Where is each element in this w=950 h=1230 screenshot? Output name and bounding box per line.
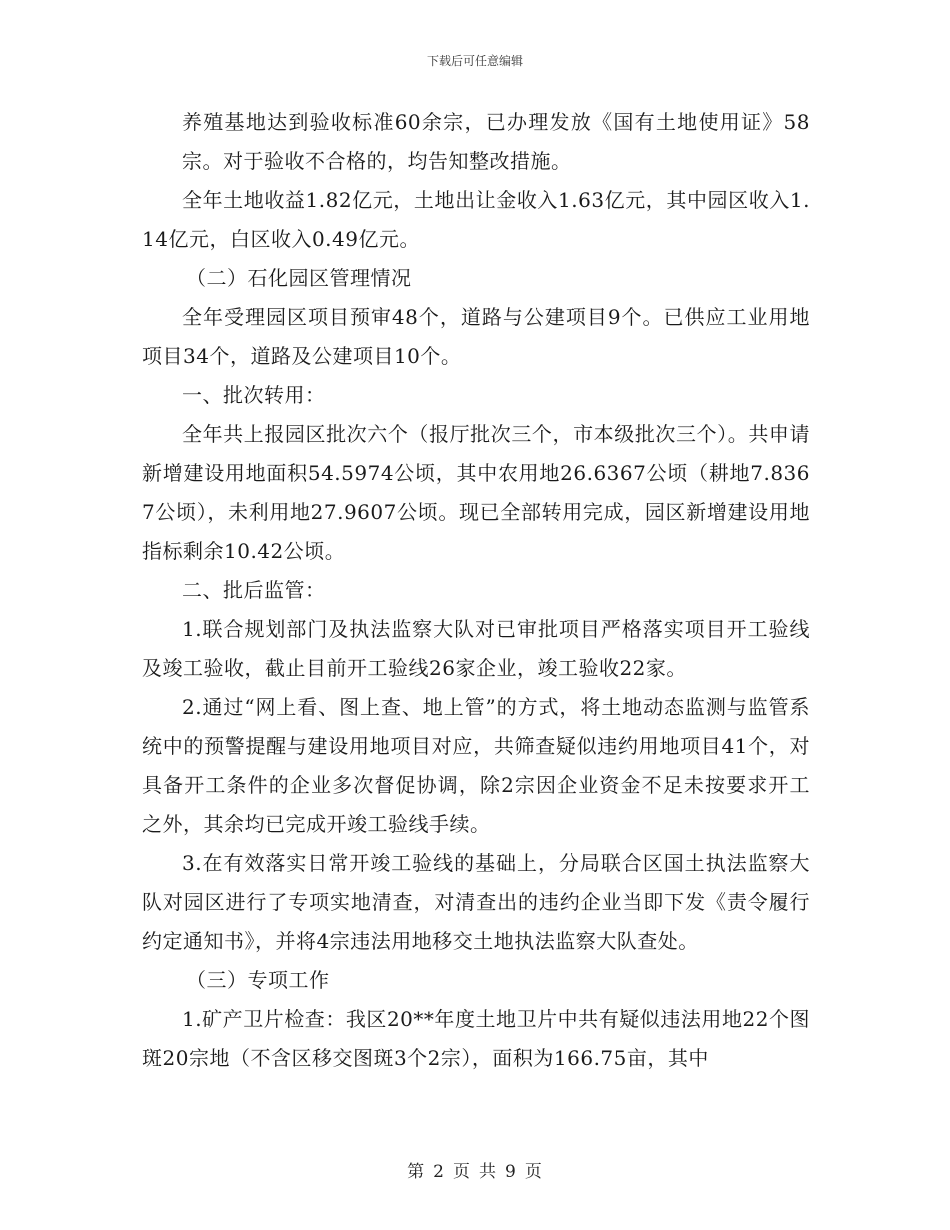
paragraph: 2.通过“网上看、图上查、地上管”的方式，将土地动态监测与监管系统中的预警提醒与建设用地项目对应，共筛查疑似违约用地项目41个，对具备开工条件的企业多次督促协调，除2宗因企业资金不足未按要求开工之外，其余均已完成开竣工验线手续。 (142, 695, 810, 836)
paragraph: 养殖基地达到验收标准60余宗，已办理发放《国有土地使用证》58宗。对于验收不合格的，均告知整改措施。 (182, 110, 810, 173)
subsection-heading: 二、批后监管： (182, 578, 326, 602)
paragraph: 1.矿产卫片检查：我区20**年度土地卫片中共有疑似违法用地22个图斑20宗地（不含区移交图斑3个2宗），面积为166.75亩，其中 (142, 1007, 810, 1070)
paragraph: 全年土地收益1.82亿元，土地出让金收入1.63亿元，其中园区收入1.14亿元，白区收入0.49亿元。 (142, 188, 810, 251)
subsection-heading: 一、批次转用： (182, 383, 326, 407)
total-label: 共 (479, 1162, 497, 1182)
section-heading: （二）石化园区管理情况 (186, 266, 412, 290)
page-current: 2 (433, 1162, 445, 1182)
page-total: 9 (505, 1162, 517, 1182)
document-body (142, 103, 810, 1078)
page-footer (0, 1157, 950, 1182)
page-unit: 页 (453, 1162, 471, 1182)
paragraph: 3.在有效落实日常开竣工验线的基础上，分局联合区国土执法监察大队对园区进行了专项实地清查，对清查出的违约企业当即下发《责令履行约定通知书》，并将4宗违法用地移交土地执法监察大队查处。 (142, 851, 810, 953)
paragraph: 全年受理园区项目预审48个，道路与公建项目9个。已供应工业用地项目34个，道路及公建项目10个。 (142, 305, 810, 368)
section-heading: （三）专项工作 (186, 968, 330, 992)
paragraph: 全年共上报园区批次六个（报厅批次三个，市本级批次三个）。共申请新增建设用地面积54.5974公顷，其中农用地26.6367公顷（耕地7.8367公顷），未利用地27.9607公顷。现已全部转用完成，园区新增建设用地指标剩余10.42公顷。 (142, 422, 810, 563)
paragraph: 1.联合规划部门及执法监察大队对已审批项目严格落实项目开工验线及竣工验收，截止目前开工验线26家企业，竣工验收22家。 (142, 617, 810, 680)
page-label: 第 (407, 1162, 426, 1182)
total-unit: 页 (524, 1162, 543, 1182)
page-header: 下载后可任意编辑 (426, 54, 523, 68)
